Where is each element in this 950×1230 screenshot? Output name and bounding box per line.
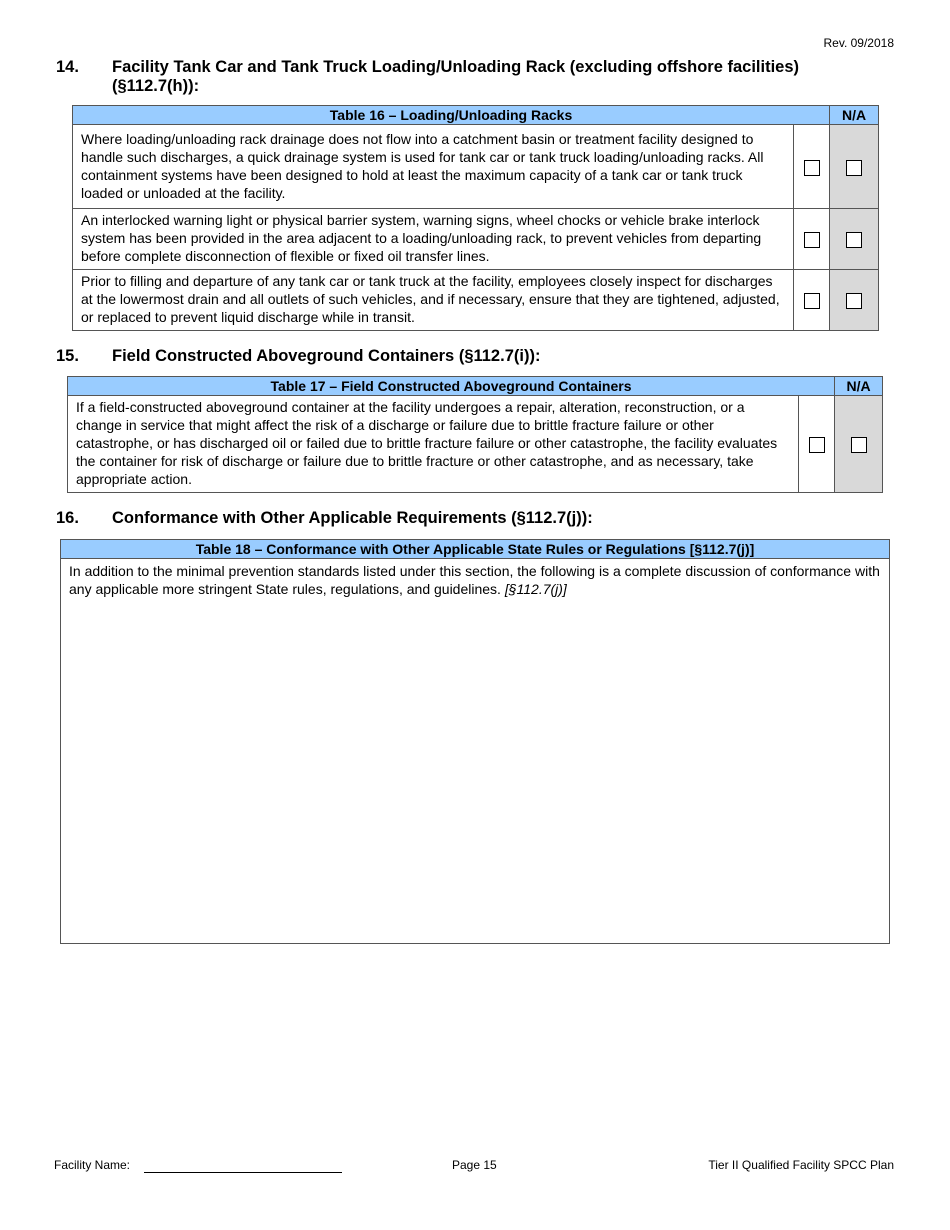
yes-checkbox-cell (799, 396, 835, 493)
na-checkbox[interactable] (846, 293, 862, 309)
table-header-row (61, 540, 890, 559)
section-number: 14. (56, 58, 79, 76)
conformance-discussion[interactable] (61, 559, 890, 944)
na-header: N/A (830, 106, 879, 125)
plan-title: Tier II Qualified Facility SPCC Plan (708, 1158, 894, 1172)
table-header-row (68, 377, 883, 396)
discussion-intro-text: In addition to the minimal prevention standards listed under this section, the following is a complete discussion of conformance with any applicable more stringent State rules, regulations, and guidelines. (69, 563, 880, 597)
requirement-text: Where loading/unloading rack drainage does not flow into a catchment basin or treatment facility designed to handle such discharges, a quick drainage system is used for tank car or tank truck loading/unloading racks. All containment systems have been designed to hold at least the maximum capacity of a tank car or tank truck loaded or unloaded at the facility. (73, 125, 794, 209)
na-header: N/A (835, 377, 883, 396)
section-title: Conformance with Other Applicable Requirements (§112.7(j)): (112, 509, 593, 527)
table-row (73, 270, 879, 331)
table-row (61, 559, 890, 944)
requirement-text: Prior to filling and departure of any tank car or tank truck at the facility, employees closely inspect for discharges at the lowermost drain and all outlets of such vehicles, and if necessary, ensure that they are tightened, adjusted, or replaced to prevent liquid discharge while in transit. (73, 270, 794, 331)
requirement-text: An interlocked warning light or physical barrier system, warning signs, wheel chocks or vehicle brake interlock system has been provided in the area adjacent to a loading/unloading rack, to prevent vehicles from departing before complete disconnection of flexible or fixed oil transfer lines. (73, 209, 794, 270)
facility-name-field[interactable] (144, 1172, 342, 1173)
citation: [§112.7(j)] (504, 581, 567, 597)
na-checkbox-cell (835, 396, 883, 493)
section-title-line2: (§112.7(h)): (112, 77, 200, 95)
table-row (73, 125, 879, 209)
page-number: Page 15 (452, 1158, 497, 1172)
na-checkbox-cell (830, 270, 879, 331)
yes-checkbox[interactable] (804, 232, 820, 248)
section-title (112, 58, 799, 96)
yes-checkbox[interactable] (804, 160, 820, 176)
yes-checkbox[interactable] (809, 437, 825, 453)
section-number: 16. (56, 509, 79, 527)
section-title-line1: Facility Tank Car and Tank Truck Loading/Unloading Rack (excluding offshore facilities) (112, 58, 800, 76)
yes-checkbox-cell (794, 270, 830, 331)
yes-checkbox-cell (794, 209, 830, 270)
na-checkbox[interactable] (846, 232, 862, 248)
yes-checkbox-cell (794, 125, 830, 209)
section-title: Field Constructed Aboveground Containers (§112.7(i)): (112, 347, 541, 365)
table-18 (60, 539, 890, 944)
facility-name-label: Facility Name: (54, 1158, 131, 1172)
table-title: Table 17 – Field Constructed Aboveground Containers (68, 377, 835, 396)
table-header-row (73, 106, 879, 125)
revision-date: Rev. 09/2018 (823, 36, 894, 50)
table-17 (67, 376, 883, 493)
table-row (73, 209, 879, 270)
table-row (68, 396, 883, 493)
na-checkbox[interactable] (851, 437, 867, 453)
table-16 (72, 105, 879, 331)
na-checkbox-cell (830, 125, 879, 209)
na-checkbox-cell (830, 209, 879, 270)
section-number: 15. (56, 347, 79, 365)
na-checkbox[interactable] (846, 160, 862, 176)
table-title: Table 18 – Conformance with Other Applicable State Rules or Regulations [§112.7(j)] (61, 540, 890, 559)
yes-checkbox[interactable] (804, 293, 820, 309)
requirement-text: If a field-constructed aboveground container at the facility undergoes a repair, alteration, reconstruction, or a change in service that might affect the risk of a discharge or failure due to brittle fracture failure or other catastrophe, or has discharged oil or failed due to brittle fracture failure or other catastrophe, the facility evaluates the container for risk of discharge or failure due to brittle fracture or other catastrophe, and as necessary, take appropriate action. (68, 396, 799, 493)
table-title: Table 16 – Loading/Unloading Racks (73, 106, 830, 125)
